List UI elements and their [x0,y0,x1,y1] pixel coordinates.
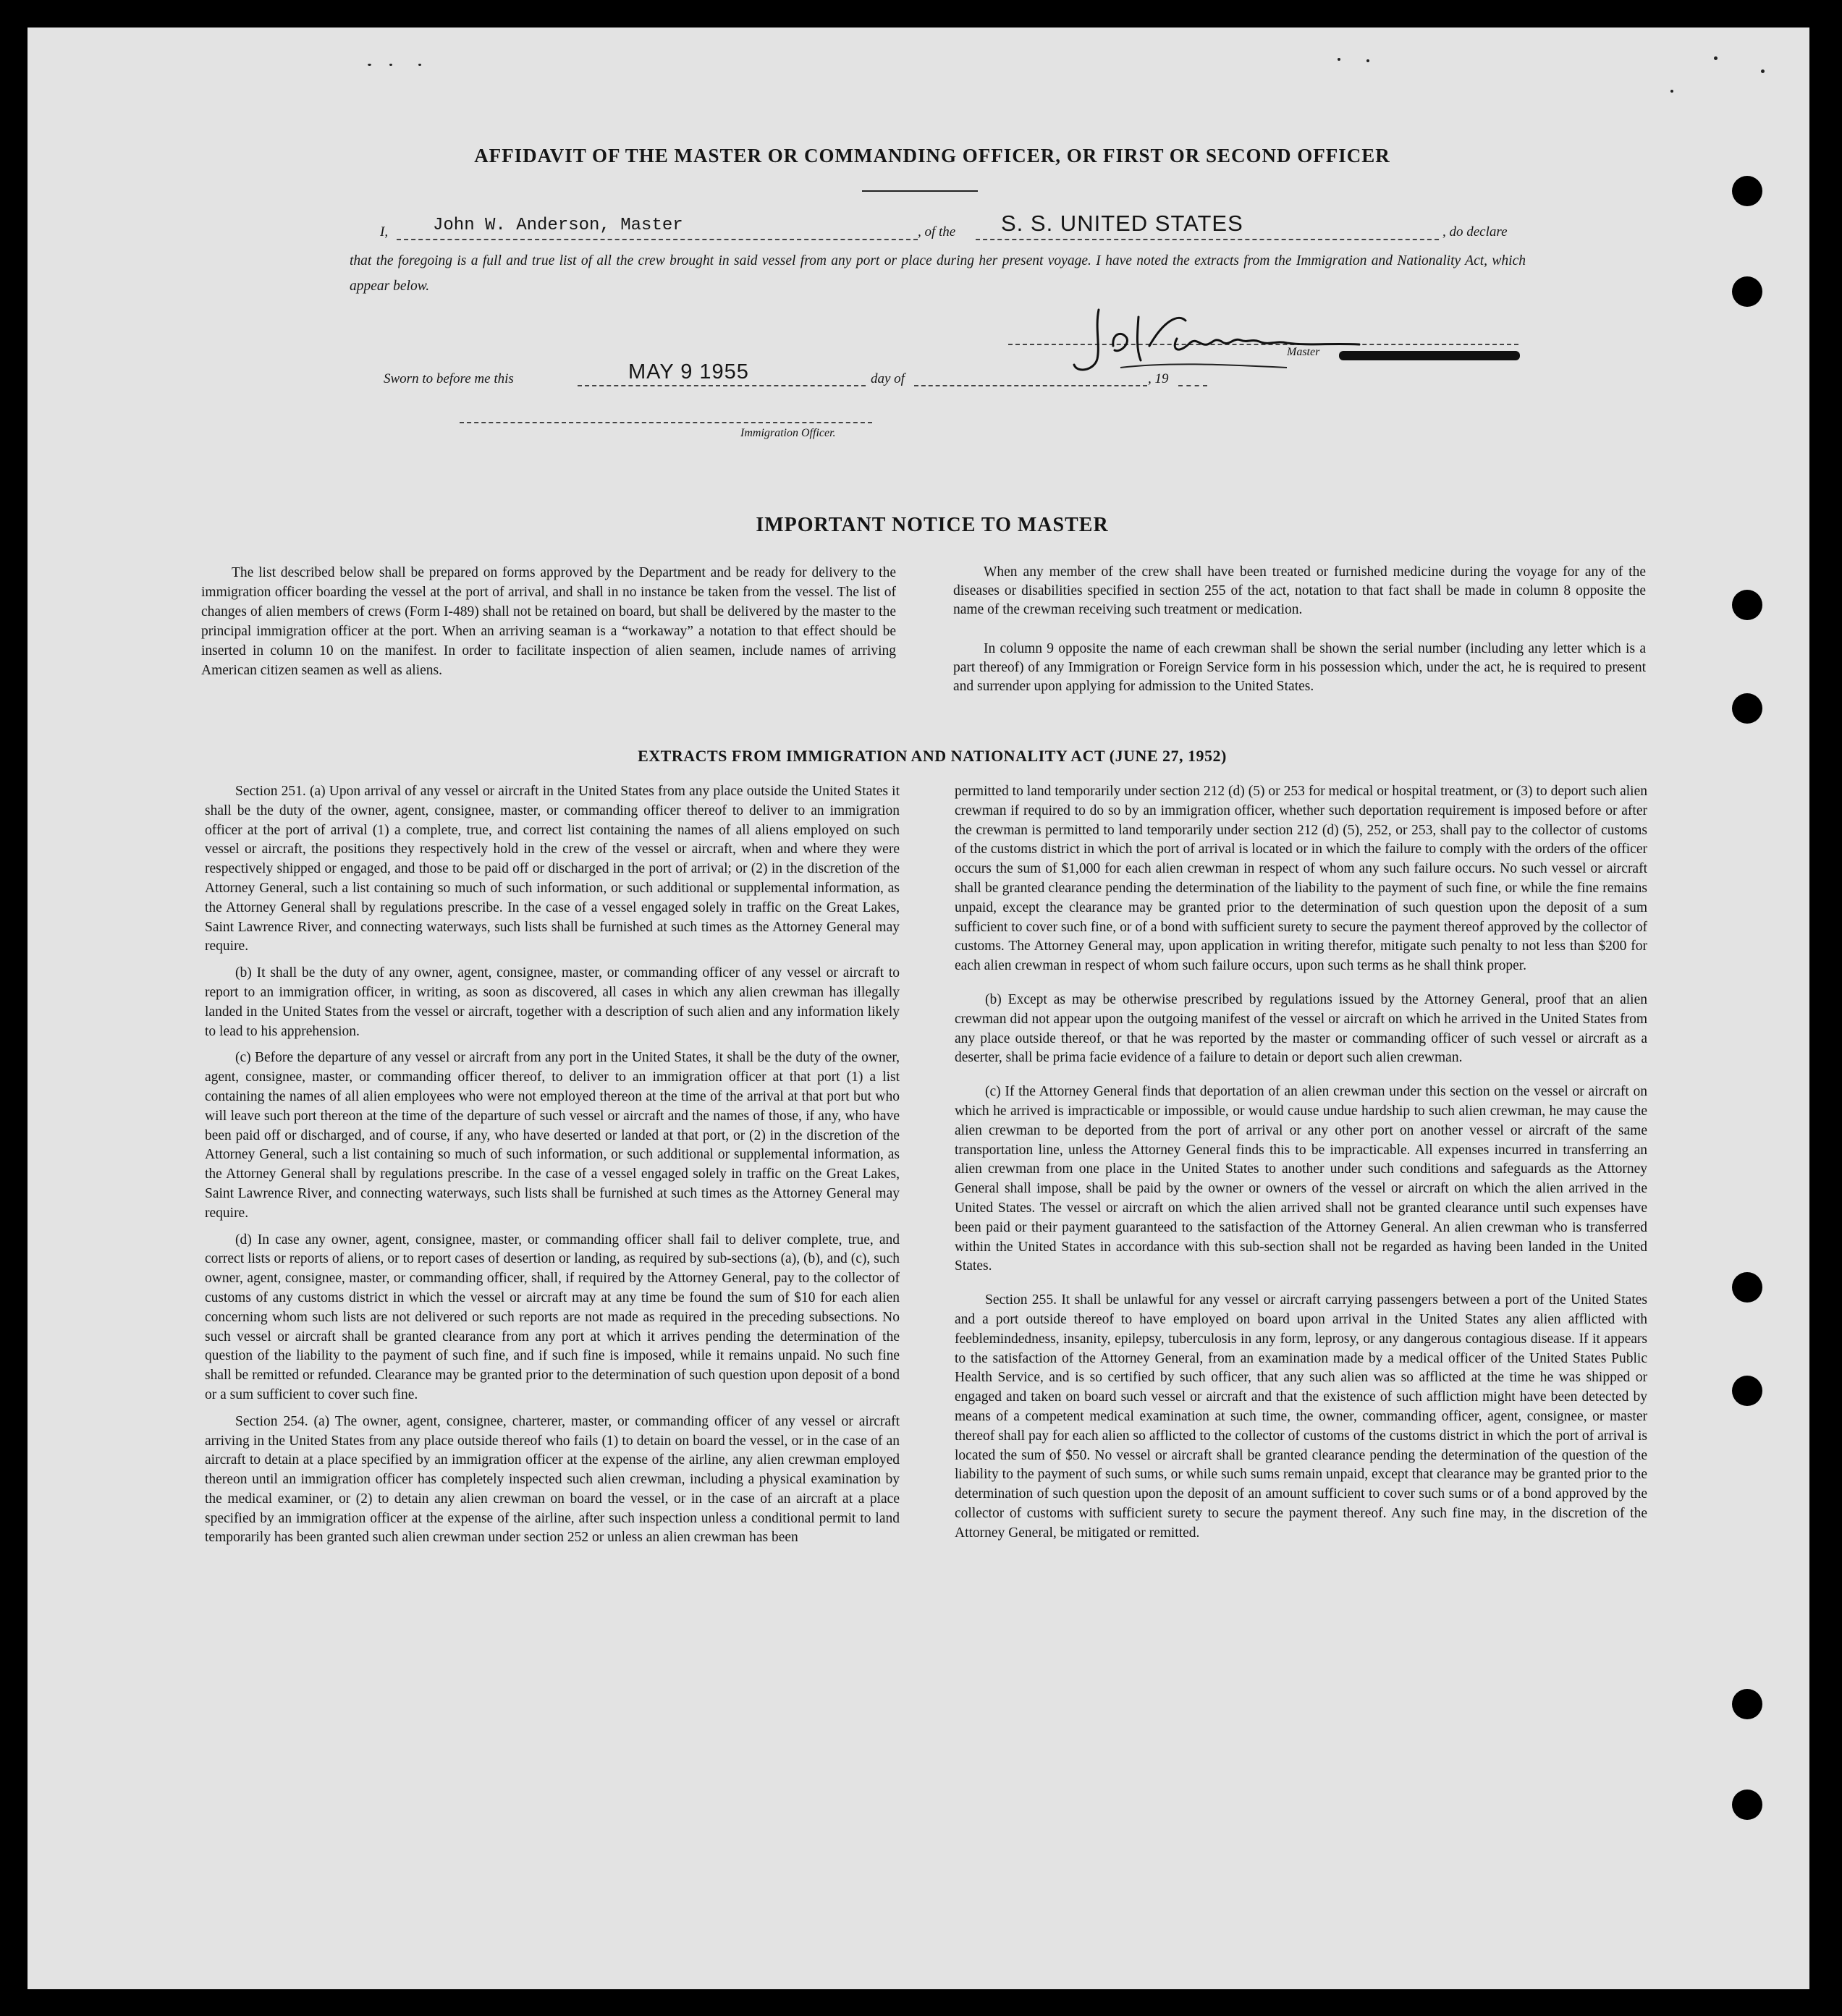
redaction-bar [1339,351,1520,360]
notice-left-text: The list described below shall be prepared on forms approved by the Department and be ready for delivery to the immigration officer boarding the vessel at the port of arrival, and shall in no instance be taken from the vessel. The list of changes of alien members of crews (Form I-489) shall not be retained on board, but shall be delivered by the master to the principal immigration officer at the port. When an arriving seaman is a “workaway” a notation to that effect should be inserted in column 10 on the manifest. In order to facilitate inspection of alien seamen, include names of arriving American citizen seamen as well as aliens. [201,565,896,678]
affidavit-title: AFFIDAVIT OF THE MASTER OR COMMANDING OFFICER, OR FIRST OR SECOND OFFICER [474,145,1390,166]
immigration-officer-label: Immigration Officer. [740,427,836,439]
scan-speck [418,64,421,66]
sworn-year-blank [1178,385,1207,386]
binder-hole [1732,176,1762,206]
extracts-left-column [205,782,900,1555]
extract-paragraph: Section 255. It shall be unlawful for any vessel or aircraft carrying passengers between a port of the United States and a port outside thereof to have employed on board upon arrival in the United States any alien afflicted with feeblemindedness, insanity, epilepsy, tuberculosis in any form, leprosy, or any dangerous contagious disease. If it appears to the satisfaction of the Attorney General, from an examination made by a medical officer of the United States Public Health Service, and is so certified by such officer, that any such alien was so afflicted at the time he was shipped or engaged and taken on board such vessel or aircraft and that the existence of such affliction might have been detected by means of a competent medical examination at such time, the owner, commanding officer, agent, consignee, or master thereof shall pay for each alien so afflicted to the collector of customs of the customs district in which the port of arrival is located the sum of $50. No vessel or aircraft shall be granted clearance pending the determination of the question of the liability to the payment of such sums, or while such sums remain unpaid, except that clearance may be granted prior to the determination of such question upon the deposit of an amount sufficient to cover such sums or of a bond approved by the collector of customs with sufficient surety to secure the payment thereof. Any such fine may, in the discretion of the Attorney General, be mitigated or remitted. [955,1292,1647,1541]
notice-right-text-1: When any member of the crew shall have been treated or furnished medicine during the voyage for any of the diseases or disabilities specified in section 255 of the act, notation to that fact shall be made in column 8 opposite the name of the crewman receiving such treatment or medication. [953,564,1646,617]
sworn-date-stamp: MAY 9 1955 [628,360,749,384]
extract-paragraph: permitted to land temporarily under section 212 (d) (5) or 253 for medical or hospital treatment, or (3) to deport such alien crewman if required to do so by an immigration officer, whether such deportation requirement is imposed before or after the crewman is permitted to land temporarily under section 212 (d) (5), 252, or 253, shall pay to the collector of customs of the customs district in which the port of arrival is located or in which the failure to comply with the orders of the officer occurs the sum of $1,000 for each alien crewman in respect of whom any such failure occurs. No such vessel or aircraft shall be granted clearance pending the determination of the liability to the payment of such fine, or while the fine remains unpaid, except the clearance may be granted prior to the determination of such question upon the deposit of a sum sufficient to cover such fine, or of a bond with sufficient surety to secure the payment thereof approved by the collector of customs. The Attorney General may, upon application in writing therefor, mitigate such penalty to not less than $200 for each alien crewman in respect of whom such failure occurs, upon such terms as he shall think proper. [955,784,1647,974]
sworn-label: Sworn to before me this [384,371,514,386]
sworn-day-blank [578,385,866,386]
extracts-right-column [955,782,1647,1550]
extract-paragraph: Section 251. (a) Upon arrival of any vessel or aircraft in the United States from any place outside the United States it shall be the duty of the owner, agent, consignee, master, or commanding officer thereof to deliver to an immigration officer at the port of arrival (1) a complete, true, and correct list containing the names of all aliens employed on such vessel or aircraft, the positions they respectively hold in the crew of the vessel or aircraft, when and where they were respectively shipped or engaged, and those to be paid off or discharged in the port of arrival; or (2) in the discretion of the Attorney General, such a list containing so much of such information, or such additional or supplemental information, as the Attorney General shall by regulations prescribe. In the case of a vessel engaged solely in traffic on the Great Lakes, Saint Lawrence River, and connecting waterways, such lists shall be furnished at such times as the Attorney General may require. [205,784,900,954]
notice-right-text-2: In column 9 opposite the name of each crewman shall be shown the serial number (including any letter which is a part thereof) of any Immigration or Foreign Service form in his possession which, under the act, he is required to present and surrender upon applying for admission to the United States. [953,641,1646,694]
binder-hole [1732,693,1762,724]
sworn-month-blank [914,385,1147,386]
document-page [28,27,1809,1989]
extract-paragraph: Section 254. (a) The owner, agent, consignee, charterer, master, or commanding officer of any vessel or aircraft arriving in the United States from any place outside thereof who fails (1) to detain on board the vessel, or in the case of an aircraft to detain at a place specified by an immigration officer at the expense of the airline, any alien crewman employed thereon until an immigration officer has completely inspected such alien crewman, including a physical examination by the medical examiner, or (2) to detain any alien crewman on board the vessel, or in the case of an aircraft at a place specified by an immigration officer at the expense of the airline, after such inspection unless a conditional permit to land temporarily has been granted such alien crewman under section 252 or unless an alien crewman has been [205,1413,900,1546]
binder-hole [1732,590,1762,620]
binder-hole [1732,1272,1762,1303]
extract-paragraph: (c) Before the departure of any vessel or aircraft from any port in the United States, it shall be the duty of the owner, agent, consignee, master, or commanding officer thereof, to deliver to an immigration officer at that port (1) a list containing the names of all alien employees who were not employed thereon at the time of the arrival at that port but who will leave such port thereon at the time of the departure of such vessel or aircraft and the names of those, if any, who have been paid off or discharged, and of course, if any, who have deserted or landed at that port, or (2) in the discretion of the Attorney General, such a list containing so much of such information, or such additional or supplemental information, as the Attorney General shall by regulations prescribe. In the case of a vessel engaged solely in traffic on the Great Lakes, Saint Lawrence River, and connecting waterways, such lists shall be furnished at such times as the Attorney General may require. [205,1050,900,1221]
scan-speck [389,64,392,66]
extract-paragraph: (b) Except as may be otherwise prescribed by regulations issued by the Attorney General, proof that an alien crewman did not appear upon the outgoing manifest of the vessel or aircraft on which he arrived in the United States from any place outside thereof, or that he was reported by the master or commanding officer of such vessel or aircraft as a deserter, shall be prima facie evidence of a failure to detain or deport such alien crewman. [955,991,1647,1066]
name-blank-line [397,239,918,240]
binder-hole [1732,276,1762,307]
i-label: I, [380,224,389,240]
vessel-name-field: S. S. UNITED STATES [1001,211,1243,236]
signature [1070,295,1374,389]
vessel-blank-line [976,239,1439,240]
immigration-officer-blank [460,422,872,423]
scan-speck [1761,69,1765,73]
extract-paragraph: (d) In case any owner, agent, consignee, master, or commanding officer shall fail to deliver complete, true, and correct lists or reports of aliens, or to report cases of desertion or landing, as required by sub-sections (a), (b), and (c), such owner, agent, consignee, master, or commanding officer, shall, if required by the Attorney General, pay to the collector of customs of any customs district in which the vessel or aircraft may at any time be found the sum of $10 for each alien concerning whom such lists are not delivered or such reports are not made as required in the preceding subsections. No such vessel or aircraft shall be granted clearance from any port at which it arrives pending the determination of the question of the liability to the payment of such fine, and if such fine is imposed, while it remains unpaid. No such fine shall be remitted or refunded. Clearance may be granted prior to the determination of such question upon deposit of a bond or a sum sufficient to cover such fine. [205,1232,900,1402]
master-label: Master [1287,346,1320,358]
scan-speck [1366,59,1369,62]
scan-speck [368,64,371,66]
notice-title: IMPORTANT NOTICE TO MASTER [756,514,1109,536]
day-of-label: day of [871,371,905,386]
do-declare-label: , do declare [1442,224,1508,240]
declaration-text: that the foregoing is a full and true list of all the crew brought in said vessel from any port or place during her present voyage. I have noted the extracts from the Immigration and Nationality Act, which appear below. [350,253,1526,294]
extract-paragraph: (b) It shall be the duty of any owner, agent, consignee, master, or commanding officer of any vessel or aircraft to report to an immigration officer, in writing, as soon as discovered, all cases in which any alien crewman has illegally landed in the United States from the vessel or aircraft, together with a description of such alien and any information likely to lead to his apprehension. [205,965,900,1039]
title-underline [862,190,978,192]
scan-speck [1670,90,1673,93]
binder-hole [1732,1790,1762,1820]
scan-speck [1714,56,1718,60]
extracts-title: EXTRACTS FROM IMMIGRATION AND NATIONALITY ACT (JUNE 27, 1952) [638,747,1227,765]
binder-hole [1732,1689,1762,1719]
master-name-field: John W. Anderson, Master [433,216,683,235]
extract-paragraph: (c) If the Attorney General finds that deportation of an alien crewman under this section on the vessel or aircraft on which he arrived is impracticable or impossible, or would cause undue hardship to such alien crewman, he may cause the alien crewman to be deported from the port of arrival or any other port on another vessel or aircraft of the same transportation line, unless the Attorney General finds this to be impracticable. All expenses incurred in transferring an alien crewman from one place in the United States to another under such conditions and safeguards as the Attorney General shall impose, shall be paid by the owner or owners of the vessel or aircraft on which the alien arrived in the United States. The vessel or aircraft on which the alien arrived shall not be granted clearance until such expenses have been paid or their payment guaranteed to the satisfaction of the Attorney General. An alien crewman who is transferred within the United States in accordance with this sub-section shall not be regarded as having been landed in the United States. [955,1084,1647,1274]
binder-hole [1732,1376,1762,1406]
year-label: , 19 [1148,371,1169,386]
of-the-label: , of the [918,224,956,240]
scan-speck [1338,58,1340,61]
